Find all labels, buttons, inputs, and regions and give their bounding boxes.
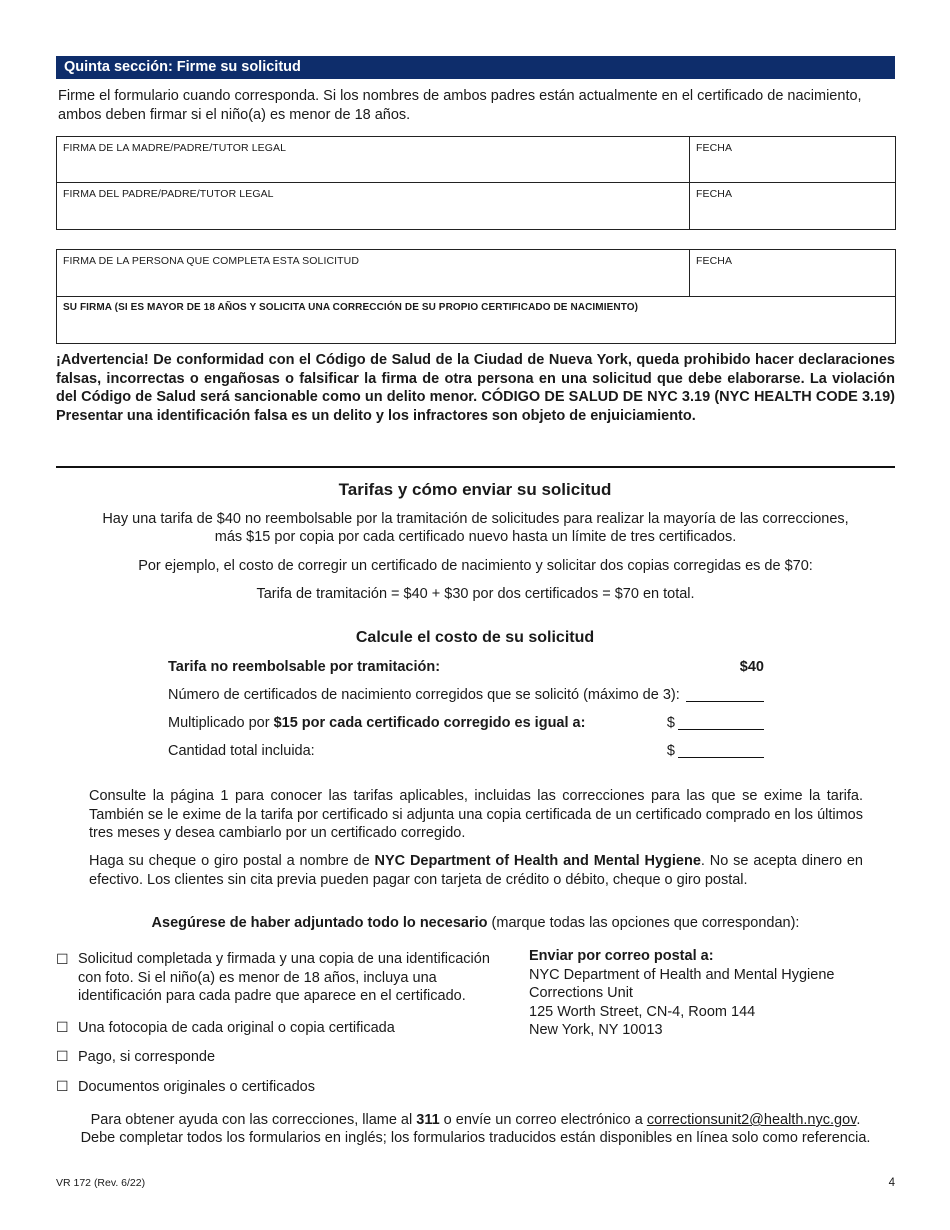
checklist-item[interactable] — [56, 1047, 215, 1067]
count-input[interactable] — [686, 687, 764, 702]
checkbox-icon[interactable]: ☐ — [56, 951, 69, 967]
calc-label: Número de certificados de nacimiento corregidos que se solicitó (máximo de 3): — [168, 687, 680, 703]
calc-row-total — [168, 743, 764, 763]
calc-label: Multiplicado por — [168, 715, 274, 731]
fees-line-1: Hay una tarifa de $40 no reembolsable por la tramitación de solicitudes para realizar la mayoría de las correcciones, — [102, 511, 849, 527]
consult-paragraph: Consulte la página 1 para conocer las tarifas aplicables, incluidas las correcciones para las que se exime la tarifa. También se le exime de la tarifa por certificado si adjunta una copia certificada de un certificado comprado en los últimos tres meses y desea cambiarlo por un certificado corregido. — [89, 788, 863, 841]
mother-date-field[interactable] — [690, 137, 896, 183]
calc-value: $40 — [739, 659, 764, 675]
form-id: VR 172 (Rev. 6/22) — [56, 1177, 146, 1189]
calc-label: Tarifa no reembolsable por tramitación: — [168, 659, 441, 675]
checkbox-icon[interactable]: ☐ — [56, 1019, 69, 1035]
checklist-item-label: Documentos originales o certificados — [78, 1079, 315, 1095]
multiplied-amount-input[interactable] — [678, 715, 764, 730]
mail-line: New York, NY 10013 — [529, 1022, 663, 1038]
mail-line: Corrections Unit — [529, 985, 633, 1001]
calc-row-count — [168, 687, 764, 707]
calc-row-processing — [168, 659, 764, 679]
help-line-1 — [56, 1111, 895, 1130]
checklist-item[interactable] — [56, 950, 506, 1006]
parent-signature-table — [56, 136, 896, 230]
help-text: o envíe un correo electrónico a — [439, 1112, 647, 1128]
checklist-item[interactable] — [56, 1077, 315, 1097]
checklist-item[interactable] — [56, 1018, 395, 1038]
father-signature-field[interactable] — [57, 183, 690, 230]
field-label: FECHA — [696, 188, 733, 200]
mother-signature-field[interactable] — [57, 137, 690, 183]
total-amount-input[interactable] — [678, 743, 764, 758]
mail-line: NYC Department of Health and Mental Hygiene — [529, 966, 835, 983]
cheque-text: . No se acepta dinero en efectivo. Los clientes sin cita previa pueden pagar con tarjeta de crédito o débito, cheque o giro postal. — [89, 853, 863, 888]
calc-label: Cantidad total incluida: — [168, 743, 315, 759]
checklist-title — [56, 914, 895, 933]
help-phone: 311 — [416, 1112, 440, 1128]
divider — [56, 466, 895, 468]
field-label: SU FIRMA (SI ES MAYOR DE 18 AÑOS Y SOLICITA UNA CORRECCIÓN DE SU PROPIO CERTIFICADO DE NACIMIENTO) — [63, 302, 639, 313]
checkbox-icon[interactable]: ☐ — [56, 1078, 69, 1094]
fees-line-2: más $15 por copia por cada certificado nuevo hasta un límite de tres certificados. — [214, 529, 737, 545]
payee-name: NYC Department of Health and Mental Hygiene — [374, 853, 701, 869]
page-number: 4 — [888, 1177, 895, 1189]
checklist-item-label: Pago, si corresponde — [78, 1049, 216, 1065]
field-label: FECHA — [696, 255, 733, 267]
section-header: Quinta sección: Firme su solicitud — [56, 56, 895, 79]
checklist-title-rest: (marque todas las opciones que correspondan): — [487, 915, 800, 931]
person-completing-signature-field[interactable] — [57, 250, 690, 297]
mail-heading: Enviar por correo postal a: — [529, 948, 714, 964]
help-text: Para obtener ayuda con las correcciones, llame al — [90, 1112, 417, 1128]
field-label: FIRMA DEL PADRE/PADRE/TUTOR LEGAL — [63, 188, 274, 200]
currency-symbol: $ — [666, 715, 675, 731]
checklist-title-bold: Asegúrese de haber adjuntado todo lo necesario — [151, 915, 488, 931]
father-date-field[interactable] — [690, 183, 896, 230]
own-signature-field[interactable] — [57, 297, 896, 344]
warning-text: ¡Advertencia! De conformidad con el Código de Salud de la Ciudad de Nueva York, queda prohibido hacer declaraciones falsas, incorrectas o engañosas o falsificar la firma de otra persona en una solicitud que debe elaborarse. La violación del Código de Salud será sancionable como un delito menor. CÓDIGO DE SALUD DE NYC 3.19 (NYC HEALTH CODE 3.19) Presentar una identificación falsa es un delito y los infractores son objeto de enjuiciamiento. — [56, 352, 895, 424]
cheque-text: Haga su cheque o giro postal a nombre de — [89, 853, 375, 869]
help-line-2: Debe completar todos los formularios en inglés; los formularios traducidos están disponibles en línea solo como referencia. — [80, 1130, 871, 1146]
email-link[interactable]: correctionsunit2@health.nyc.gov — [646, 1112, 857, 1128]
person-completing-date-field[interactable] — [690, 250, 896, 297]
calc-row-multiplied — [168, 715, 764, 735]
calc-title: Calcule el costo de su solicitud — [355, 629, 595, 646]
fees-formula: Tarifa de tramitación = $40 + $30 por dos certificados = $70 en total. — [256, 586, 695, 602]
section-intro: Firme el formulario cuando corresponda. Si los nombres de ambos padres están actualmente en el certificado de nacimiento, ambos deben firmar si el niño(a) es menor de 18 años. — [58, 88, 862, 123]
checkbox-icon[interactable]: ☐ — [56, 1048, 69, 1064]
fees-example: Por ejemplo, el costo de corregir un certificado de nacimiento y solicitar dos copias corregidas es de $70: — [138, 558, 813, 574]
help-text: . — [856, 1112, 861, 1128]
mail-line: 125 Worth Street, CN-4, Room 144 — [529, 1003, 756, 1020]
field-label: FIRMA DE LA PERSONA QUE COMPLETA ESTA SOLICITUD — [63, 255, 360, 267]
checklist-item-label: Solicitud completada y firmada y una copia de una identificación con foto. Si el niño(a) es menor de 18 años, incluya una identificación para cada padre que aparece en el certificado. — [78, 951, 490, 1004]
fees-title: Tarifas y cómo enviar su solicitud — [338, 480, 612, 499]
field-label: FIRMA DE LA MADRE/PADRE/TUTOR LEGAL — [63, 142, 287, 154]
field-label: FECHA — [696, 142, 733, 154]
calc-label-bold: $15 por cada certificado corregido es igual a: — [273, 715, 586, 731]
mailing-address — [529, 947, 834, 1040]
currency-symbol: $ — [666, 743, 675, 759]
checklist-item-label: Una fotocopia de cada original o copia certificada — [78, 1020, 395, 1036]
cheque-paragraph — [89, 852, 863, 889]
applicant-signature-table — [56, 249, 896, 344]
